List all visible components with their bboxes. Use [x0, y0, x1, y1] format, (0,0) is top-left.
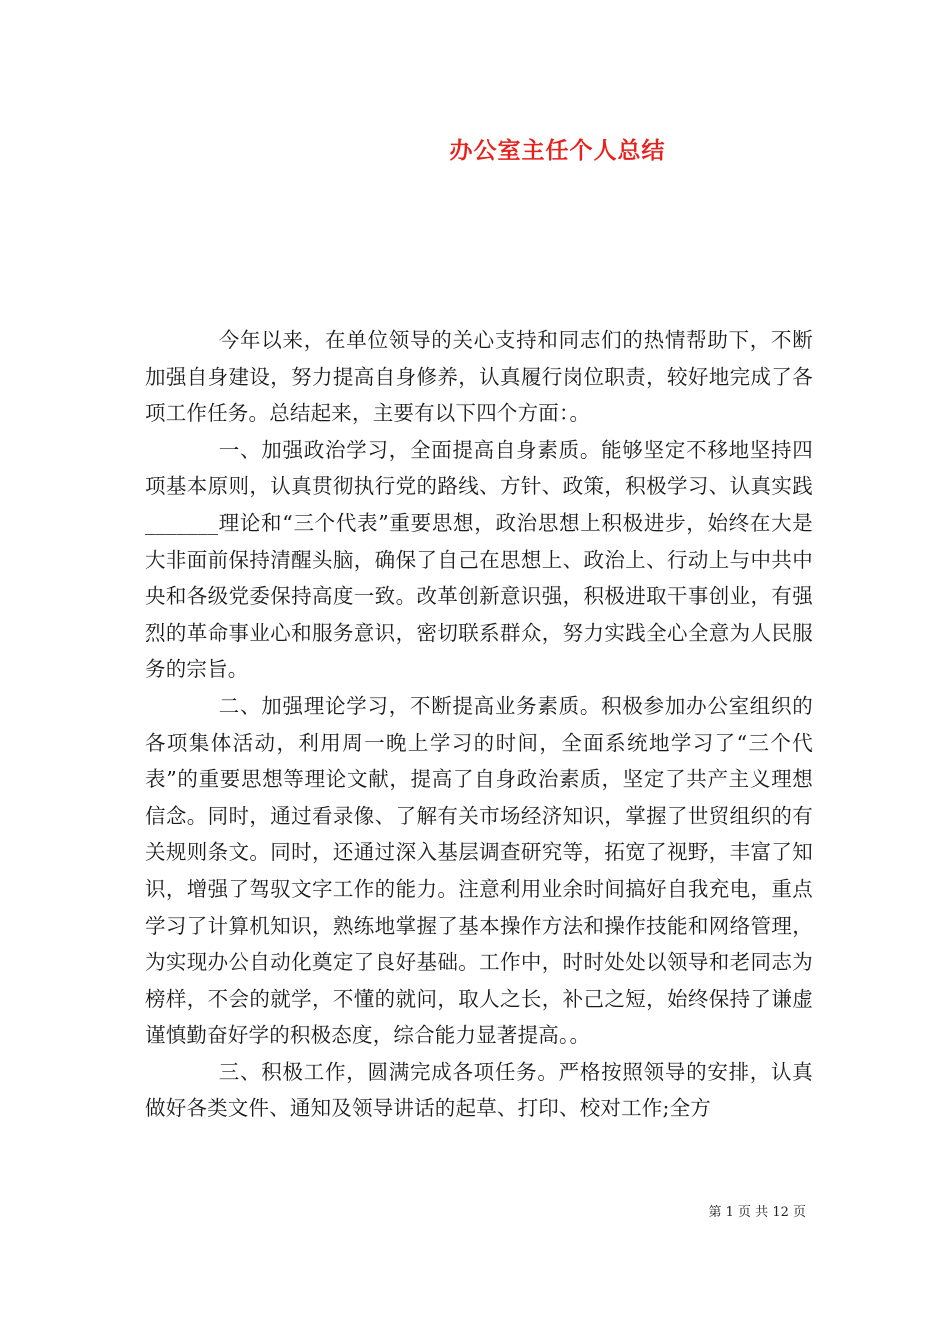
document-title: 办公室主任个人总结 — [449, 137, 666, 164]
paragraph-work-tasks: 三、积极工作，圆满完成各项任务。严格按照领导的安排，认真做好各类文件、通知及领导讲话的起草、打印、校对工作;全方 — [145, 1059, 813, 1121]
document-body — [145, 322, 813, 1127]
page-number-footer: 第 1 页 共 12 页 — [708, 1205, 806, 1220]
paragraph-intro: 今年以来，在单位领导的关心支持和同志们的热情帮助下，不断加强自身建设，努力提高自身修养，认真履行岗位职责，较好地完成了各项工作任务。总结起来，主要有以下四个方面：。 — [145, 328, 813, 426]
paragraph-political-study: 一、加强政治学习，全面提高自身素质。能够坚定不移地坚持四项基本原则，认真贯彻执行党的路线、方针、政策，积极学习、认真实践_______理论和“三个代表”重要思想，政治思想上积极进步，始终在大是大非面前保持清醒头脑，确保了自己在思想上、政治上、行动上与中共中央和各级党委保持高度一致。改革创新意识强，积极进取干事创业，有强烈的革命事业心和服务意识，密切联系群众，努力实践全心全意为人民服务的宗旨。 — [145, 437, 813, 682]
paragraph-theory-study: 二、加强理论学习，不断提高业务素质。积极参加办公室组织的各项集体活动，利用周一晚上学习的时间，全面系统地学习了“三个代表”的重要思想等理论文献，提高了自身政治素质，坚定了共产主义理想信念。同时，通过看录像、了解有关市场经济知识，掌握了世贸组织的有关规则条文。同时，还通过深入基层调查研究等，拓宽了视野，丰富了知识，增强了驾驭文字工作的能力。注意利用业余时间搞好自我充电，重点学习了计算机知识，熟练地掌握了基本操作方法和操作技能和网络管理，为实现办公自动化奠定了良好基础。工作中，时时处处以领导和老同志为榜样，不会的就学，不懂的就问，取人之长，补己之短，始终保持了谦虚谨慎勤奋好学的积极态度，综合能力显著提高。。 — [145, 693, 813, 1048]
